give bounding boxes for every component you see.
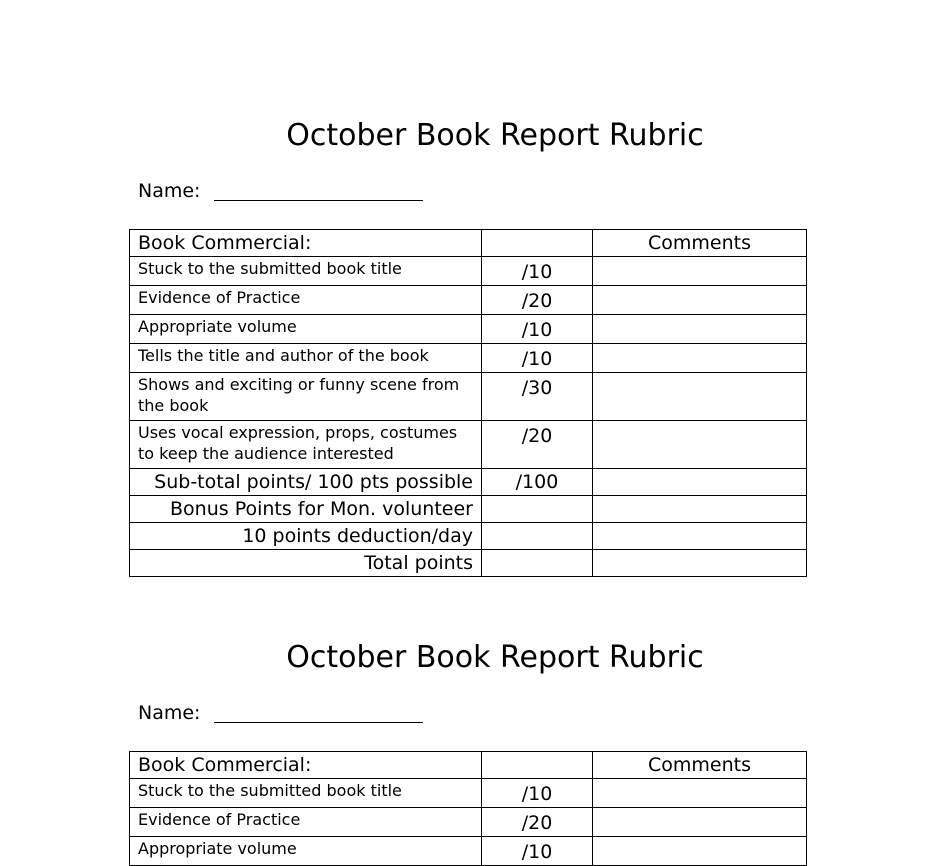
table-header-row xyxy=(130,752,807,779)
comment-cell xyxy=(593,421,807,469)
total-label: 10 points deduction/day xyxy=(130,523,482,550)
table-row xyxy=(130,315,807,344)
comment-cell xyxy=(593,286,807,315)
criterion-label: Evidence of Practice xyxy=(130,286,482,315)
criterion-label: Stuck to the submitted book title xyxy=(130,779,482,808)
total-label: Sub-total points/ 100 pts possible xyxy=(130,469,482,496)
criterion-label: Stuck to the submitted book title xyxy=(130,257,482,286)
criterion-points: /10 xyxy=(482,257,593,286)
rubric-table xyxy=(129,751,807,866)
comment-cell xyxy=(593,344,807,373)
criterion-label: Tells the title and author of the book xyxy=(130,344,482,373)
comment-cell xyxy=(593,523,807,550)
header-section-label: Book Commercial: xyxy=(130,752,482,779)
criterion-label: Evidence of Practice xyxy=(130,808,482,837)
total-points xyxy=(482,550,593,577)
header-points xyxy=(482,230,593,257)
criterion-points: /20 xyxy=(482,286,593,315)
comment-cell xyxy=(593,315,807,344)
table-row xyxy=(130,344,807,373)
table-row xyxy=(130,808,807,837)
total-label: Bonus Points for Mon. volunteer xyxy=(130,496,482,523)
total-points xyxy=(482,496,593,523)
total-label: Total points xyxy=(130,550,482,577)
total-points: /100 xyxy=(482,469,593,496)
criterion-points: /10 xyxy=(482,779,593,808)
table-row xyxy=(130,421,807,469)
subtotal-row xyxy=(130,469,807,496)
rubric-table xyxy=(129,229,807,577)
comment-cell xyxy=(593,496,807,523)
name-blank-line xyxy=(214,722,423,723)
criterion-label: Uses vocal expression, props, costumes to keep the audience interested xyxy=(130,421,482,469)
name-label: Name: xyxy=(138,702,201,724)
comment-cell xyxy=(593,550,807,577)
comment-cell xyxy=(593,257,807,286)
criterion-label: Appropriate volume xyxy=(130,315,482,344)
header-points xyxy=(482,752,593,779)
comment-cell xyxy=(593,469,807,496)
bonus-row xyxy=(130,496,807,523)
header-section-label: Book Commercial: xyxy=(130,230,482,257)
table-row xyxy=(130,779,807,808)
name-label: Name: xyxy=(138,180,201,202)
header-comments: Comments xyxy=(593,752,807,779)
criterion-points: /30 xyxy=(482,373,593,421)
criterion-points: /20 xyxy=(482,421,593,469)
comment-cell xyxy=(593,779,807,808)
header-comments: Comments xyxy=(593,230,807,257)
criterion-points: /10 xyxy=(482,837,593,866)
comment-cell xyxy=(593,373,807,421)
table-row xyxy=(130,257,807,286)
comment-cell xyxy=(593,837,807,866)
table-row xyxy=(130,373,807,421)
page-title: October Book Report Rubric xyxy=(286,118,704,153)
table-header-row xyxy=(130,230,807,257)
comment-cell xyxy=(593,808,807,837)
name-blank-line xyxy=(214,200,423,201)
total-points xyxy=(482,523,593,550)
criterion-points: /10 xyxy=(482,315,593,344)
criterion-label: Appropriate volume xyxy=(130,837,482,866)
total-row xyxy=(130,550,807,577)
page-title: October Book Report Rubric xyxy=(286,640,704,675)
deduction-row xyxy=(130,523,807,550)
criterion-label: Shows and exciting or funny scene from the book xyxy=(130,373,482,421)
table-row xyxy=(130,837,807,866)
table-row xyxy=(130,286,807,315)
criterion-points: /10 xyxy=(482,344,593,373)
criterion-points: /20 xyxy=(482,808,593,837)
